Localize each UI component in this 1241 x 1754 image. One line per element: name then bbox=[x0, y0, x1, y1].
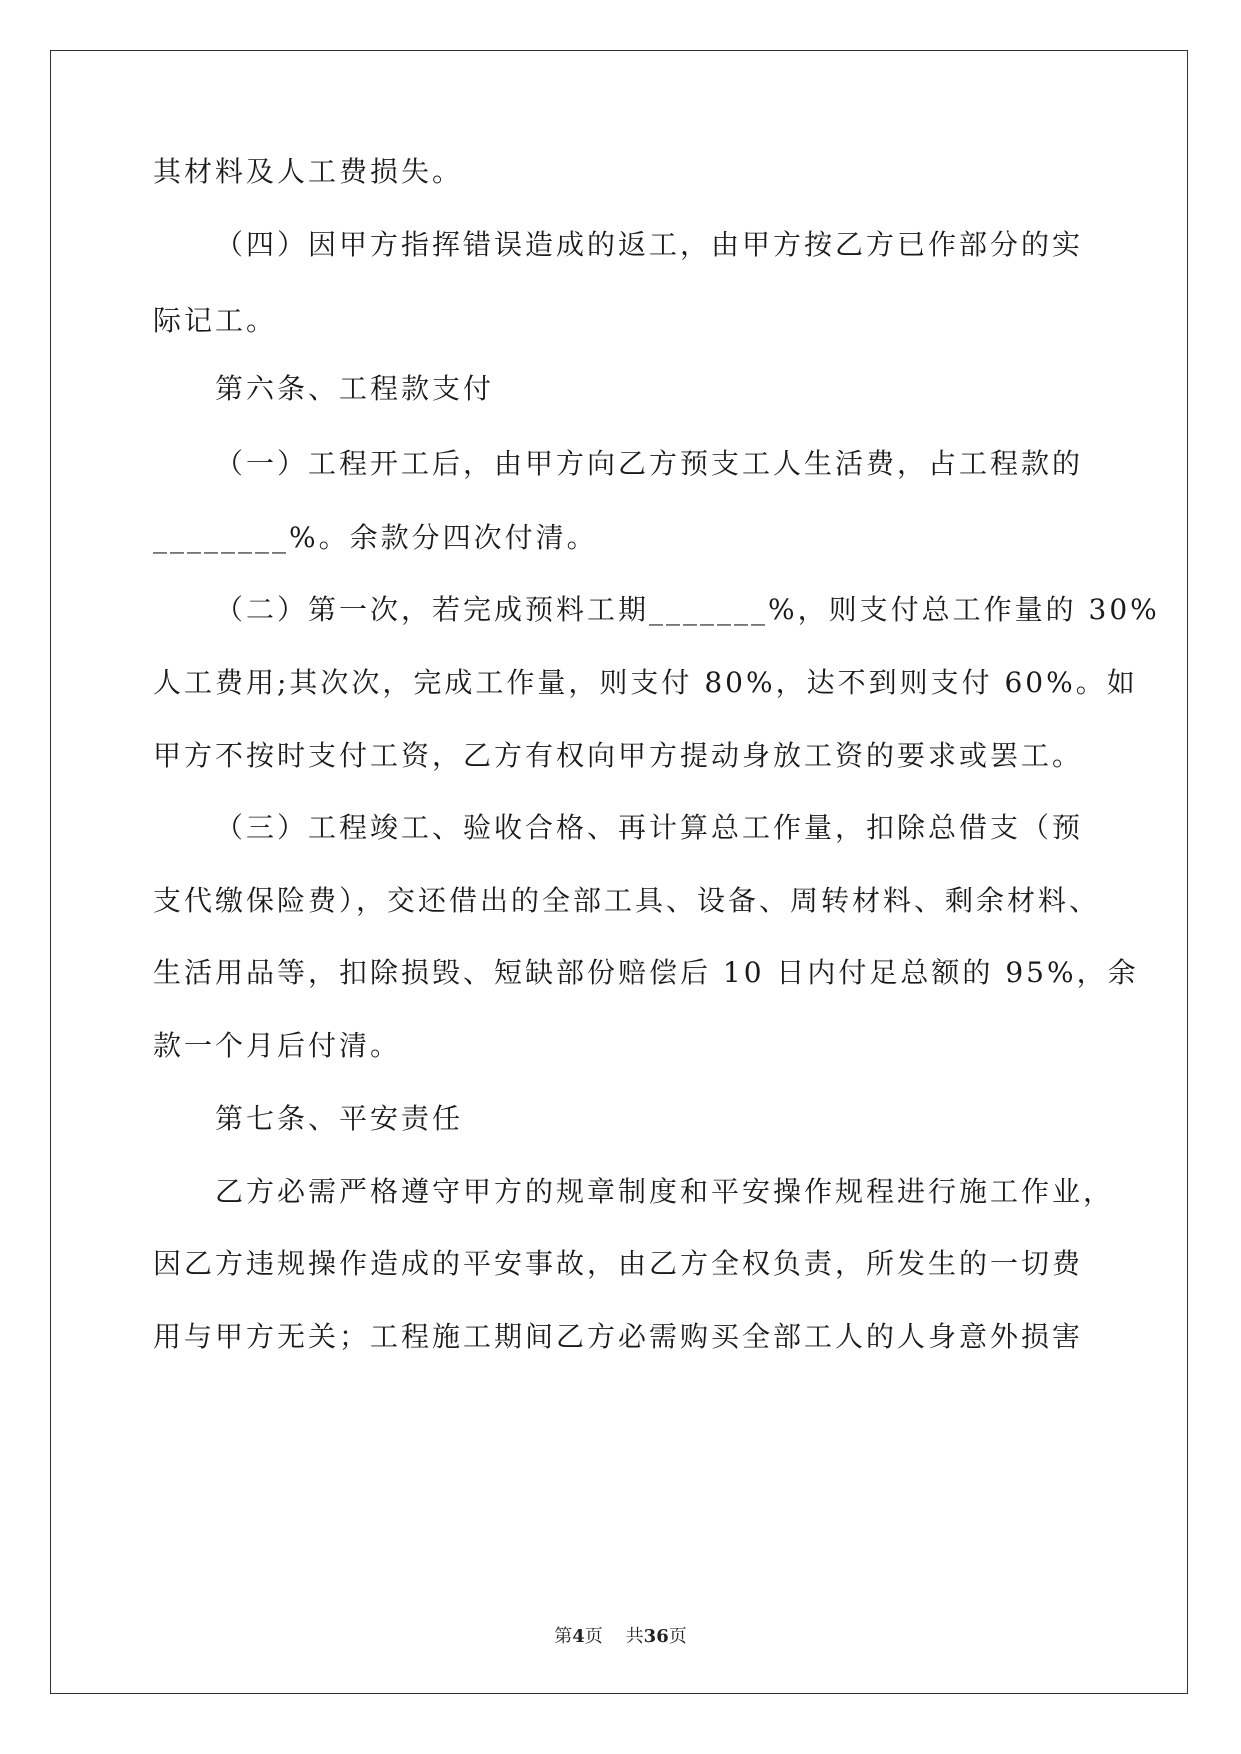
total-prefix: 共 bbox=[625, 1626, 644, 1647]
page-footer bbox=[0, 1622, 1241, 1648]
text-line: （二）第一次，若完成预料工期_______%，则支付总工作量的 30% bbox=[215, 593, 1160, 626]
text-line: 人工费用;其次次，完成工作量，则支付 80%，达不到则支付 60%。如 bbox=[153, 666, 1138, 699]
text-line: 际记工。 bbox=[153, 304, 278, 337]
text-line: 款一个月后付清。 bbox=[153, 1029, 402, 1062]
text-line: （三）工程竣工、验收合格、再计算总工作量，扣除总借支（预 bbox=[215, 811, 1084, 844]
text-line: ________%。余款分四次付清。 bbox=[153, 521, 598, 554]
section-heading: 第七条、平安责任 bbox=[215, 1102, 464, 1135]
text-line: 用与甲方无关；工程施工期间乙方必需购买全部工人的人身意外损害 bbox=[153, 1320, 1084, 1353]
page-number: 4 bbox=[572, 1626, 585, 1647]
text-line: （一）工程开工后，由甲方向乙方预支工人生活费，占工程款的 bbox=[215, 447, 1084, 480]
page-border bbox=[50, 50, 1188, 1694]
section-heading: 第六条、工程款支付 bbox=[215, 372, 495, 405]
text-line: （四）因甲方指挥错误造成的返工，由甲方按乙方已作部分的实 bbox=[215, 228, 1084, 261]
text-line: 生活用品等，扣除损毁、短缺部份赔偿后 10 日内付足总额的 95%，余 bbox=[153, 956, 1139, 989]
total-pages: 36 bbox=[643, 1626, 669, 1647]
text-line: 甲方不按时支付工资，乙方有权向甲方提动身放工资的要求或罢工。 bbox=[153, 739, 1084, 772]
text-line: 因乙方违规操作造成的平安事故，由乙方全权负责，所发生的一切费 bbox=[153, 1247, 1084, 1280]
text-line: 支代缴保险费），交还借出的全部工具、设备、周转材料、剩余材料、 bbox=[153, 884, 1101, 917]
text-line: 乙方必需严格遵守甲方的规章制度和平安操作规程进行施工作业， bbox=[215, 1175, 1115, 1208]
total-suffix: 页 bbox=[668, 1626, 687, 1647]
text-line: 其材料及人工费损失。 bbox=[153, 155, 464, 188]
page-suffix: 页 bbox=[584, 1626, 603, 1647]
page-prefix: 第 bbox=[554, 1626, 573, 1647]
